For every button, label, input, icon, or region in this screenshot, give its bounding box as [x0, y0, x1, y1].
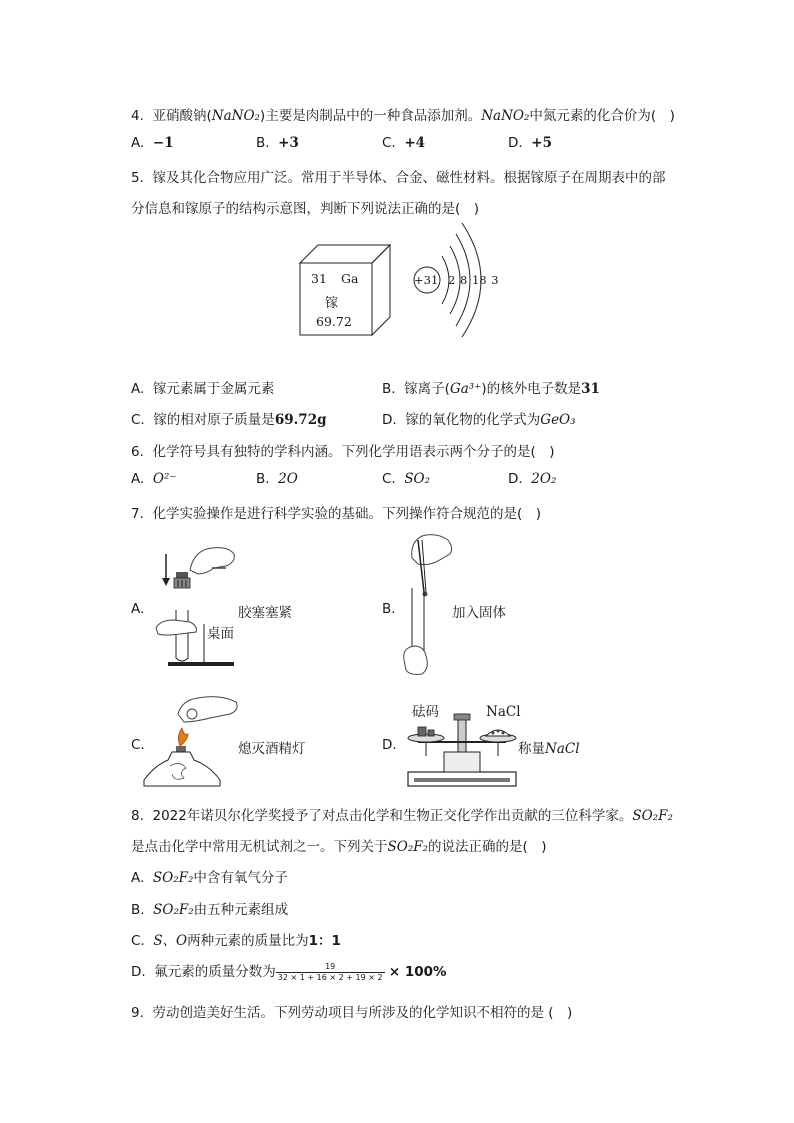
q6-option-b: B. 2O [256, 471, 298, 487]
q7-option-c-caption: 熄灭酒精灯 [238, 741, 306, 757]
q7-option-b-caption: 加入固体 [452, 605, 506, 621]
q7-option-a-letter: A. [131, 601, 145, 617]
q8-option-d: D. 氟元素的质量分数为 $\frac{19}{32 \times 1 + 16 \times 2 + 19 \times 2}$ × 100% [131, 961, 447, 982]
mass-fraction: $\frac{19}{32 \times 1 + 16 \times 2 + 19 \times 2}$ [277, 961, 383, 982]
weights-label: 砝码 [412, 704, 439, 720]
q7-option-a-caption: 胶塞塞紧 [238, 605, 292, 621]
question-9-stem: 9. 劳动创造美好生活。下列劳动项目与所涉及的化学知识不相符的是 ( ) [131, 1005, 573, 1021]
q5-option-b: B. 镓离子(Ga³⁺)的核外电子数是31 [382, 381, 600, 397]
nucleus-charge: +31 [414, 273, 439, 287]
q7-option-b-letter: B. [382, 601, 396, 617]
element-mass: 69.72 [316, 314, 352, 329]
q6-option-a: A. O²⁻ [131, 471, 177, 487]
element-number: 31 [311, 271, 327, 286]
nacl-label: NaCl [486, 704, 521, 720]
q4-option-a: A. −1 [131, 135, 174, 151]
q5-option-c: C. 镓的相对原子质量是69.72g [131, 412, 327, 428]
q5-option-d: D. 镓的氧化物的化学式为GeO₃ [382, 412, 576, 428]
balance-scale-figure [404, 712, 520, 788]
q7-option-d-caption: 称量NaCl [518, 741, 580, 757]
q6-option-d: D. 2O₂ [508, 471, 557, 487]
electron-shells: 2 8 18 3 [448, 273, 499, 287]
q6-option-c: C. SO₂ [382, 471, 431, 487]
add-solid-figure [400, 530, 460, 680]
table-label: 桌面 [207, 626, 234, 642]
question-7-stem: 7. 化学实验操作是进行科学实验的基础。下列操作符合规范的是( ) [131, 506, 542, 522]
q8-option-c: C. S、O两种元素的质量比为1：1 [131, 933, 341, 949]
q7-option-c-letter: C. [131, 737, 145, 753]
question-4-stem: 4. 亚硝酸钠(NaNO₂)主要是肉制品中的一种食品添加剂。NaNO₂中氮元素的化合价为( ) [131, 108, 675, 124]
question-8-stem-line2: 是点击化学中常用无机试剂之一。下列关于SO₂F₂的说法正确的是( ) [131, 839, 547, 855]
q4-option-d: D. +5 [508, 135, 552, 151]
q8-option-a: A. SO₂F₂中含有氧气分子 [131, 870, 288, 886]
q4-option-b: B. +3 [256, 135, 299, 151]
question-8-stem-line1: 8. 2022年诺贝尔化学奖授予了对点击化学和生物正交化学作出贡献的三位科学家。SO₂F₂ [131, 808, 673, 824]
question-5-stem-line1: 5. 镓及其化合物应用广泛。常用于半导体、合金、磁性材料。根据镓原子在周期表中的部 [131, 170, 666, 186]
question-5-stem-line2: 分信息和镓原子的结构示意图，判断下列说法正确的是( ) [131, 201, 480, 217]
q7-option-d-letter: D. [382, 737, 397, 753]
alcohol-lamp-figure [150, 690, 250, 790]
q5-option-a: A. 镓元素属于金属元素 [131, 381, 275, 397]
element-symbol: Ga [341, 271, 359, 286]
question-6-stem: 6. 化学符号具有独特的学科内涵。下列化学用语表示两个分子的是( ) [131, 444, 555, 460]
q8-option-b: B. SO₂F₂由五种元素组成 [131, 902, 289, 918]
element-name: 镓 [325, 296, 339, 311]
q4-option-c: C. +4 [382, 135, 426, 151]
